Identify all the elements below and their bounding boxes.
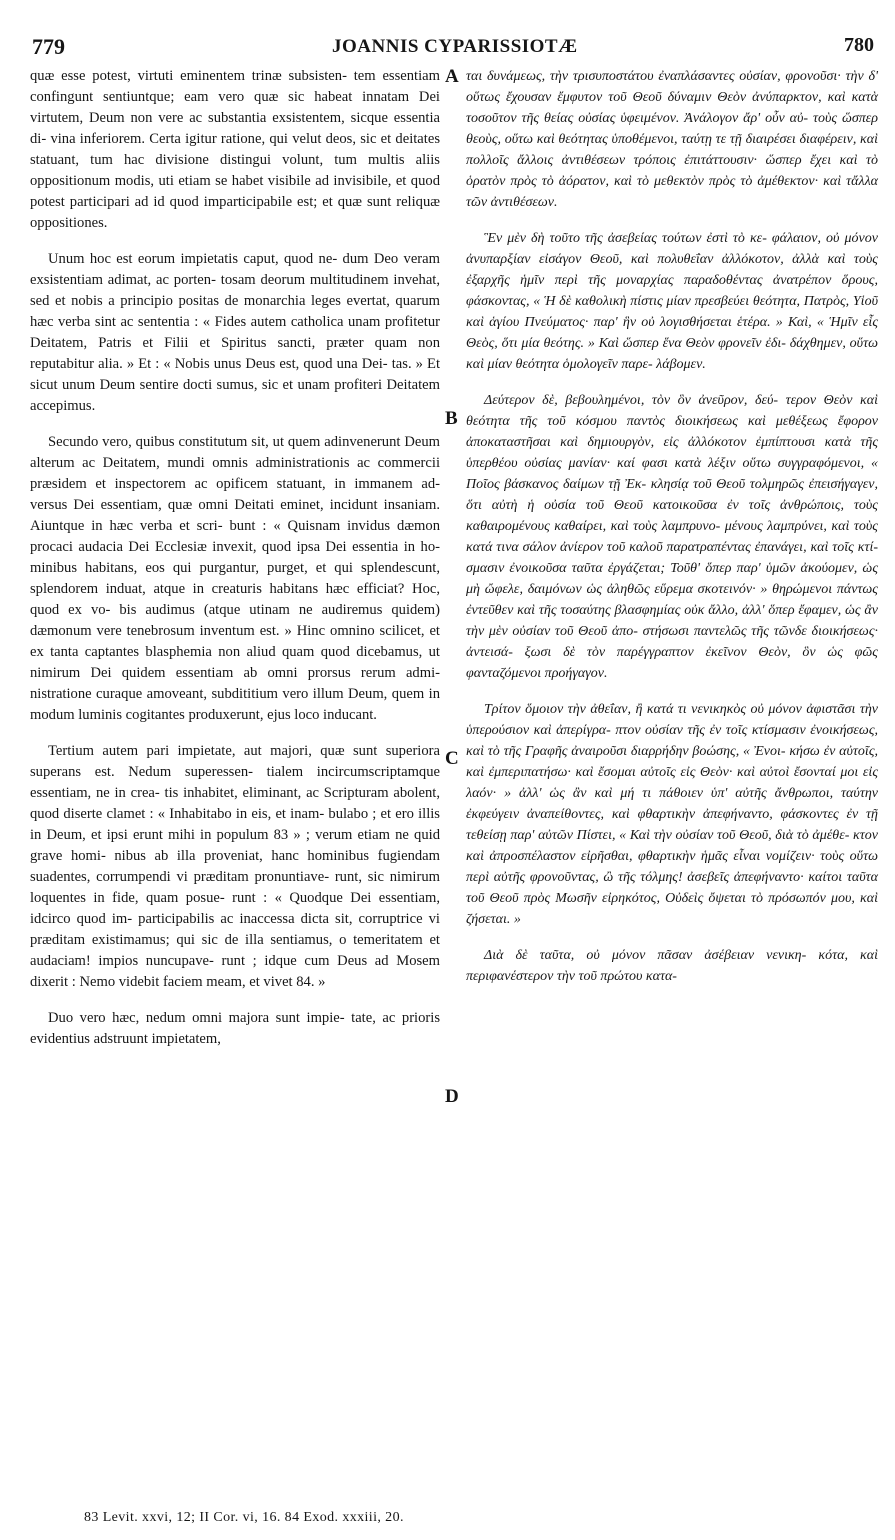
page-number-left: 779 xyxy=(32,34,65,59)
latin-paragraph-2: Unum hoc est eorum impietatis caput, quod ne- dum Deo veram exsistentiam adimat, ac porten- tosam deorum multitudinem invehat, sed et nobis a principio positas de monarchia leges evertat, quarum hæc verba sint ac sententia : « Fides autem catholica unam profitetur Deitatem, Patris et Filii et Spiritus sancti, præter quam non reputabitur alia. » Et : « Nobis unus Deus est, quod una Dei- tas. » Et sicut unum Deum sentire docti sumus, sic et unam profiteri Deitatem accepimus. xyxy=(30,251,440,414)
greek-paragraph-4: Τρίτον ὅμοιον τὴν ἀθεΐαν, ἢ κατά τι νενικηκὸς οὐ μόνον ἀφιστᾶσι τὴν ὑπερούσιον καὶ ἀπερίγρα- πτον οὐσίαν τῆς ἐν τοῖς κτίσμασιν ἐνοικήσεως, καὶ τὸ τῆς Γραφῆς ἀναιροῦσι διαρρήδην βοώσης, « Ἐνοι- κήσω ἐν αὐτοῖς, καὶ ἐμπεριπατήσω· καὶ ἔσομαι αὐτοῖς εἰς Θεὸν· καὶ αὐτοὶ ἔσονταί μοι εἰς λαόν· » ἀλλ' ὡς ἂν καὶ μή τι πάθοιεν ὑπ' αὐτῆς ἄνθρωποι, ταύτην ἐκφεύγειν ἀναπείθοντες, καὶ φθαρτικὴν ἀπεφήναντο, φάσκοντες ἐν τῇ τεθείσῃ παρ' αὐτῶν Πίστει, « Καὶ τὴν οὐσίαν τοῦ Θεοῦ, διὰ τὸ ἀμέθε- κτον καὶ ἀπροσπέλαστον εἰρῆσθαι, φθαρτικὴν ἡμᾶς εἶναι νομίζειν· τοὺς οὕτω περὶ αὐτῆς φρονοῦντας, ὢ τῆς τόλμης! ἀσεβεῖς ἀπεφήναντο· καίτοι ταῦτα τοῦ Θεοῦ πρὸς Μωσῆν εἰρηκότος, Οὐδεὶς ὄψεται τὸ πρόσωπόν μου, καὶ ζήσεται. » xyxy=(466,702,878,927)
margin-marker-a: A xyxy=(445,66,459,87)
latin-column xyxy=(30,66,440,1065)
running-head xyxy=(32,34,874,59)
latin-paragraph-4: Tertium autem pari impietate, aut majori, quæ sunt superiora superans est. Nedum superessen- tialem incircumscriptamque essentiam, ne in crea- tis inhabitet, eliminant, ac Scripturam abolent, quod diserte clamet : « Inhabitabo in eis, et inam- bulabo ; et ero illis in Deum, et ipsi erunt mihi in populum 83 » ; verum etiam ne quid grave homi- nibus ab illa proveniat, hanc hominibus fugiendam suadentes, corrumpendi vi præditam pronuntiave- runt, sic nimirum loquentes in fide, quam posue- runt : « Quodque Dei essentiam, idcirco quod im- participabilis ac inaccessa dicta sit, corruptrice vi præditam existimamus; qui sic de illa sentiamus, o temeritatem et audaciam! impios nuncupave- runt ; idque cum Deus ad Mosem dixerit : Nemo videbit faciem meam, et vivet 84. » xyxy=(30,743,440,990)
greek-paragraph-1: ται δυνάμεως, τὴν τρισυποστάτου ἐναπλάσαντες οὐσίαν, φρονοῦσι· τὴν δ' οὕτως ἔχουσαν ἔμφυτον τοῦ Θεοῦ δύναμιν Θεὸν ἀνύπαρκτον, καὶ κατὰ τοσοῦτον τῆς θείας οὐσίας ὑφειμένον. Ἀνάλογον ἄρ' οὖν αὐ- τοὺς ὥσπερ θεοὺς, οὕτω καὶ θεότητας ὑποθέμενοι, ταύτῃ τε τῇ διαιρέσει διαφέρειν, καὶ πολλοῖς ἄλλοις ἀντιθέσεων τρόποις ἐπιτάττουσιν· ὥσπερ ἔχει καὶ τὸ ὁρατὸν πρὸς τὸ ἀόρατον, καὶ τὸ μεθεκτὸν πρὸς τὸ ἀμέθεκτον· καὶ τἄλλα τῶν ἀντιθέσεων. xyxy=(466,69,878,210)
greek-paragraph-5: Διὰ δὲ ταῦτα, οὐ μόνον πᾶσαν ἀσέβειαν νενικη- κότα, καὶ περιφανέστερον τὴν τοῦ πρώτου κατα- xyxy=(466,948,878,984)
greek-paragraph-3: Δεύτερον δὲ, βεβουλημένοι, τὸν ὃν ἀνεῦρον, δεύ- τερον Θεὸν καὶ θεότητα τῆς τοῦ κόσμου παντὸς διοικήσεως καὶ μεθέξεως ἔφορον ἀποκαταστῆσαι καὶ δημιουργὸν, εἰς ἀλλόκοτον ἐμπίπτουσι κατὰ τῆς ὑπερθέου οὐσίας μανίαν· καί φασι κατὰ λέξιν οὕτω συγγραφόμενοι, « Ποῖος βάσκανος δαίμων τῇ Ἐκ- κλησίᾳ τοῦ Θεοῦ τολμηρῶς ἐπεισήγαγεν, ὅτι αὐτὴ ἡ οὐσία τοῦ Θεοῦ κατοικοῦσα ἐν τοῖς ἀνθρώποις, τοὺς καθαιρομένους καθαίρει, καὶ τοὺς λαμπρυνο- μένους λαμπρύνει, καὶ τοὺς κατά τινα σάλον ἀνίερον τοῦ καλοῦ παρατραπέντας ἐπανάγει, καὶ τοῖς κτί- σμασιν ἐνοικοῦσα ταῦτα ἐργάζεται; Τοῦθ' ὅπερ παρ' ὑμῶν ἀκούομεν, ὡς μὴ ὤφελε, δαιμόνων ὡς ἀληθῶς εὕρεμα σκοτεινόν· » θηρώμενοι πάντως ἐντεῦθεν καὶ τῆς τοσαύτης βλασφημίας οὐκ ἄλλο, ἀλλ' ὅπερ ἔφαμεν, ὡς ἂν τὴν μὲν οὐσίαν τοῦ Θεοῦ ἀπο- στήσωσι παντελῶς τῆς τῶνδε διοικήσεως· ἀντεισά- ξωσι δὲ τὸν παρέγγραπτον ἐκεῖνον Θεὸν, ὃν ὡς φῶς φανταζόμενοι προήγαγον. xyxy=(466,393,878,681)
latin-paragraph-3: Secundo vero, quibus constitutum sit, ut quem adinvenerunt Deum alterum ac Deitatem, mundi omnis administrationis ac commercii præsidem et inspectorem ac opificem statuant, in immanem ad- versus Dei essentiam, quæ omni Deitati eminet, incidunt insaniam. Aiuntque in hæc verba et scri- bunt : « Quisnam invidus dæmon procaci audacia Dei Ecclesiæ invexit, quod ipsa Dei essentia in ho- minibus habitans, eos qui purgantur, purget, et qui splendescunt, splendorem induat, atque in creaturis habitans hæc efficiat? Hoc, quod ex vo- bis audimus (atque utinam ne audiremus quidem) dæmonum vere tenebrosum inventum est. » Hinc omnino scilicet, et ex tanta captantes blasphemia non aliud quam quod dicebamus, ut nimirum Dei quidem essentiam ab omni prorsus rerum admi- nistratione curaque amoveant, subdititium vero illum Deum, quem in modum luminis cogitantes produxerunt, ejus loco inducant. xyxy=(30,434,440,723)
page-number-right: 780 xyxy=(844,34,874,56)
latin-paragraph-1: quæ esse potest, virtuti eminentem trinæ subsisten- tem essentiam confingunt sentiuntque; eam vero quæ sic habeat innatam Dei virtutem, Deum non vere ac substantia exsistentem, sicque essentia di- vina inferiorem. Certa igitur ratione, qui velut deos, sic et deitates statuant, tum hac divisione distingui volunt, tum multis aliis oppositionum modis, uti etiam se habet visibile ad invisibile, et quod potest participari ad id quod imparticipabile est; et quæ sunt reliquæ oppositiones. xyxy=(30,68,440,231)
margin-marker-d: D xyxy=(445,1086,459,1107)
running-title: JOANNIS CYPARISSIOTÆ xyxy=(332,36,578,57)
margin-marker-c: C xyxy=(445,748,459,769)
margin-marker-b: B xyxy=(445,408,458,429)
greek-column xyxy=(466,66,878,1002)
latin-paragraph-5: Duo vero hæc, nedum omni majora sunt impie- tate, ac prioris evidentius adstruunt impietatem, xyxy=(30,1010,440,1047)
greek-paragraph-2: Ἓν μὲν δὴ τοῦτο τῆς ἀσεβείας τούτων ἐστὶ τὸ κε- φάλαιον, οὐ μόνον ἀνυπαρξίαν εἰσάγον Θεοῦ, καὶ πολυθεΐαν ἀλλόκοτον, ἀλλὰ καὶ τοὺς ἐξαρχῆς ἡμῖν περὶ τῆς μοναρχίας παραδοθέντας ἀνατρέπον ὅρους, φάσκοντας, « Ἡ δὲ καθολικὴ πίστις μίαν πρεσβεύει θεότητα, Πατρὸς, Υἱοῦ καὶ ἁγίου Πνεύματος· παρ' ἣν οὐ λογισθήσεται ἑτέρα. » Καὶ, « Ἡμῖν εἷς Θεὸς, ὅτι μία θεότης. » Καὶ ὥσπερ ἕνα Θεὸν φρονεῖν ἐδι- δάχθημεν, οὕτω καὶ μίαν θεότητα ὁμολογεῖν παρε- λάβομεν. xyxy=(466,231,878,372)
footnote: 83 Levit. xxvi, 12; II Cor. vi, 16. 84 Exod. xxxiii, 20. xyxy=(84,1510,404,1525)
